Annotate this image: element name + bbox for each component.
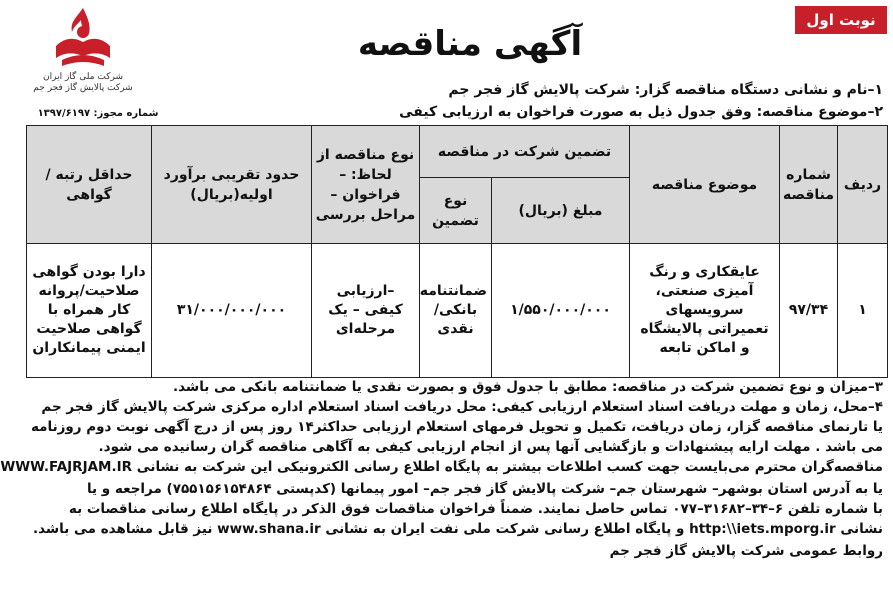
- item-3-guarantee: ۳–میزان و نوع تضمین شرکت در مناقصه: مطابق با جدول فوق و بصورت نقدی یا ضمانتنامه بانکی می باشد.: [173, 379, 883, 395]
- cell-row-number: ۱: [838, 244, 888, 378]
- logo-caption-1: شرکت ملی گاز ایران: [43, 72, 123, 82]
- item-4-documents: ۴–محل، زمان و مهلت دریافت اسناد استعلام ارزیابی کیفی: محل دریافت اسناد استعلام اداره مرکزی شرکت پالایش گاز فجر جم: [41, 399, 883, 415]
- paragraph-line: [28, 520, 883, 538]
- paragraph-text: نیز قابل مشاهده می باشد.: [32, 521, 213, 537]
- paragraph-line: یا تارنمای مناقصه گزار، زمان دریافت، تکمیل و تحویل فرمهای استعلام ارزیابی حداکثر۱۴ روز پس از درج آگهی نوبت دوم روزنامه: [30, 419, 883, 435]
- cell-estimate: ۳۱/۰۰۰/۰۰۰/۰۰۰: [152, 244, 312, 378]
- shana-link[interactable]: www.shana.ir: [217, 521, 321, 537]
- item-2-subject: ۲–موضوع مناقصه: وفق جدول ذیل به صورت فراخوان به ارزیابی کیفی: [399, 104, 883, 120]
- cell-tender-type: –ارزیابی کیفی – یک مرحله‌ای: [312, 244, 420, 378]
- header-guarantee: تضمین شرکت در مناقصه: [420, 126, 630, 178]
- paragraph-text: نشانی: [840, 521, 883, 537]
- cell-subject: عایقکاری و رنگ آمیزی صنعتی، سرویسهای تعمیراتی پالایشگاه و اماکن تابعه: [630, 244, 780, 378]
- paragraph-line: [0, 458, 883, 476]
- paragraph-line: یا به آدرس استان بوشهر– شهرستان جم– شرکت پالایش گاز فجر جم– امور پیمانها (کدپستی ۷۵۵۱۵۶۱۵۴۸۶۴) مراجعه و یا: [86, 481, 883, 497]
- header-estimate: حدود تقریبی برآورد اولیه(بریال): [152, 126, 312, 244]
- header-grade: حداقل رتبه / گواهی: [27, 126, 152, 244]
- cell-tender-number: ۹۷/۳۴: [780, 244, 838, 378]
- paragraph-text: و پایگاه اطلاع رسانی شرکت ملی نفت ایران به نشانی: [325, 521, 685, 537]
- website-link[interactable]: WWW.FAJRJAM.IR: [0, 459, 133, 475]
- item-1-organizer: ۱–نام و نشانی دستگاه مناقصه گزار: شرکت پالایش گاز فجر جم: [448, 82, 883, 98]
- header-guarantee-type: نوع تضمین: [420, 178, 492, 244]
- header-tender-number: شماره مناقصه: [780, 126, 838, 244]
- permit-number: شماره مجوز: ۱۳۹۷/۶۱۹۷: [37, 108, 159, 119]
- footer-signature: روابط عمومی شرکت پالایش گاز فجر جم: [609, 543, 883, 559]
- header-row-number: ردیف: [838, 126, 888, 244]
- paragraph-line: می باشد . مهلت ارایه پیشنهادات و بازگشایی آنها پس از انجام ارزیابی کیفی به آگاهی مناقصه گران رسانیده می شود.: [98, 439, 883, 455]
- cell-guarantee-type: ضمانتنامه بانکی/ نقدی: [420, 244, 492, 378]
- gas-flame-logo-icon: [48, 6, 118, 72]
- cell-grade: دارا بودن گواهی صلاحیت/پروانه کار همراه با گواهی صلاحیت ایمنی پیمانکاران: [27, 244, 152, 378]
- cell-amount: ۱/۵۵۰/۰۰۰/۰۰۰: [492, 244, 630, 378]
- page-title: آگهی مناقصه: [357, 24, 583, 64]
- paragraph-line: با شماره تلفن ۶–۳۴–۳۱۶۸۲–۰۷۷ تماس حاصل نمایند. ضمناً فراخوان مناقصات فوق الذکر در پایگاه اطلاع رسانی مناقصات به: [68, 501, 883, 517]
- company-logo: [28, 6, 138, 112]
- header-tender-type: نوع مناقصه از لحاظ: –فراخوان –مراحل بررسی: [312, 126, 420, 244]
- header-subject: موضوع مناقصه: [630, 126, 780, 244]
- table-row: [27, 244, 888, 378]
- first-publication-badge: نوبت اول: [795, 6, 887, 34]
- iets-link[interactable]: http:\\iets.mporg.ir: [689, 521, 836, 537]
- tender-table: [26, 125, 888, 378]
- logo-caption-2: شرکت پالایش گاز فجر جم: [33, 83, 133, 93]
- header-amount: مبلغ (بریال): [492, 178, 630, 244]
- paragraph-text: مناقصه‌گران محترم می‌بایست جهت کسب اطلاعات بیشتر به پایگاه اطلاع رسانی الکترونیکی این شرکت به نشانی: [136, 459, 883, 475]
